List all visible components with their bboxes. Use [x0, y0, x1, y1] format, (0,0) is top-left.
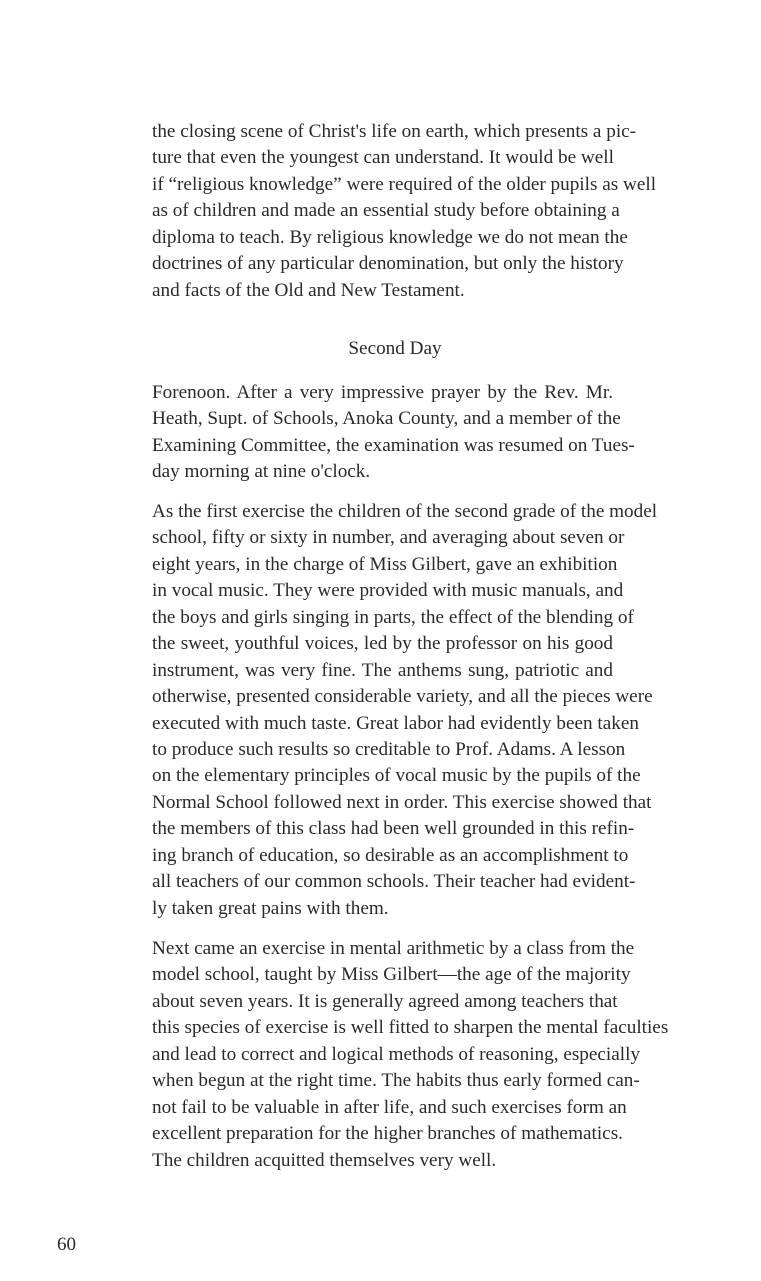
text-line: doctrines of any particular denomination, but only the history — [152, 253, 624, 275]
text-line: Normal School followed next in order. This exercise showed that — [152, 791, 652, 813]
text-line: diploma to teach. By religious knowledge we do not mean the — [152, 226, 628, 248]
text-line: about seven years. It is generally agreed among teachers that — [152, 990, 618, 1012]
text-line: if “religious knowledge” were required of the older pupils as well — [152, 173, 657, 195]
paragraph-forenoon — [152, 380, 635, 486]
text-line: Next came an exercise in mental arithmetic by a class from the — [152, 938, 635, 959]
text-line: excellent preparation for the higher branches of mathematics. — [152, 1123, 623, 1145]
text-line: the boys and girls singing in parts, the effect of the blending of — [152, 606, 634, 628]
text-line: in vocal music. They were provided with music manuals, and — [152, 580, 624, 602]
text-line: executed with much taste. Great labor had evidently been taken — [152, 712, 639, 734]
text-line: As the first exercise the children of the second grade of the model — [152, 501, 658, 522]
text-line: Heath, Supt. of Schools, Anoka County, and a member of the — [152, 408, 621, 430]
text-line: the sweet, youthful voices, led by the professor on his good — [152, 633, 613, 655]
paragraph-mental-arithmetic — [152, 936, 669, 1174]
section-heading: Second Day — [348, 338, 442, 359]
text-line: Forenoon. After a very impressive prayer by the Rev. Mr. — [152, 382, 613, 403]
paragraph-religious-knowledge — [152, 119, 657, 304]
text-line: when begun at the right time. The habits thus early formed can- — [152, 1070, 640, 1092]
text-line: model school, taught by Miss Gilbert—the age of the majority — [152, 964, 631, 986]
text-line: Examining Committee, the examination was resumed on Tues- — [152, 434, 635, 456]
text-line: otherwise, presented considerable variety, and all the pieces were — [152, 686, 653, 708]
text-line: and facts of the Old and New Testament. — [152, 279, 465, 301]
paragraph-vocal-music — [152, 499, 658, 922]
text-line: to produce such results so creditable to Prof. Adams. A lesson — [152, 738, 626, 760]
text-line: as of children and made an essential study before obtaining a — [152, 200, 620, 222]
text-line: instrument, was very fine. The anthems sung, patriotic and — [152, 659, 613, 681]
text-line: all teachers of our common schools. Their teacher had evident- — [152, 871, 636, 893]
text-line: and lead to correct and logical methods of reasoning, especially — [152, 1043, 641, 1065]
text-line: on the elementary principles of vocal music by the pupils of the — [152, 765, 641, 787]
text-line: ture that even the youngest can understand. It would be well — [152, 147, 614, 169]
text-line: day morning at nine o'clock. — [152, 461, 371, 483]
text-line: The children acquitted themselves very well. — [152, 1149, 497, 1171]
text-line: ly taken great pains with them. — [152, 897, 389, 919]
text-line: school, fifty or sixty in number, and averaging about seven or — [152, 527, 625, 549]
text-line: eight years, in the charge of Miss Gilbert, gave an exhibition — [152, 553, 618, 575]
text-line: the closing scene of Christ's life on earth, which presents a pic- — [152, 121, 637, 142]
text-line: the members of this class had been well grounded in this refin- — [152, 818, 635, 840]
text-line: this species of exercise is well fitted to sharpen the mental faculties — [152, 1017, 669, 1039]
text-line: ing branch of education, so desirable as an accomplishment to — [152, 844, 629, 866]
text-line: not fail to be valuable in after life, and such exercises form an — [152, 1096, 627, 1118]
page-number: 60 — [57, 1234, 76, 1255]
